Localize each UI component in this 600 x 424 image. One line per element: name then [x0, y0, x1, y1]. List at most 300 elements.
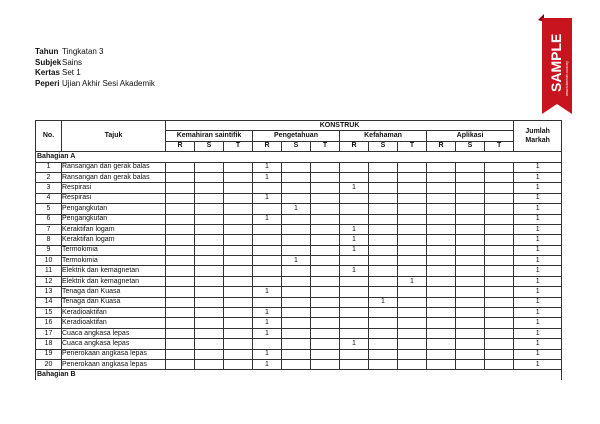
mark-cell [485, 318, 514, 328]
mark-cell [369, 204, 398, 214]
row-tajuk: Elektrik dan kemagnetan [62, 276, 166, 286]
mark-cell [485, 214, 514, 224]
mark-cell [195, 359, 224, 369]
mark-cell [224, 224, 253, 234]
mark-cell: 1 [253, 214, 282, 224]
table-row [36, 308, 562, 318]
row-number: 13 [36, 287, 62, 297]
mark-cell: 1 [282, 256, 311, 266]
mark-cell [456, 276, 485, 286]
mark-cell [485, 297, 514, 307]
mark-cell [456, 224, 485, 234]
row-tajuk: Keradioaktifan [62, 308, 166, 318]
mark-cell [369, 318, 398, 328]
row-number: 16 [36, 318, 62, 328]
row-tajuk: Termokimia [62, 245, 166, 255]
mark-cell [369, 235, 398, 245]
mark-cell [398, 287, 427, 297]
mark-cell [369, 256, 398, 266]
table-row [36, 359, 562, 369]
mark-cell [311, 204, 340, 214]
table-row [36, 193, 562, 203]
mark-cell [282, 214, 311, 224]
mark-cell [282, 359, 311, 369]
row-number: 8 [36, 235, 62, 245]
mark-cell [282, 183, 311, 193]
mark-cell [340, 172, 369, 182]
mark-cell [427, 183, 456, 193]
mark-cell [427, 214, 456, 224]
paper-info [35, 47, 155, 89]
paper-info-value: Ujian Akhir Sesi Akademik [62, 78, 155, 88]
mark-cell [427, 349, 456, 359]
mark-cell [427, 266, 456, 276]
mark-cell [195, 224, 224, 234]
mark-cell [166, 266, 195, 276]
mark-cell [282, 235, 311, 245]
mark-cell [282, 266, 311, 276]
mark-cell [166, 328, 195, 338]
mark-cell: 1 [282, 204, 311, 214]
mark-cell [427, 256, 456, 266]
mark-cell [485, 339, 514, 349]
mark-cell [340, 359, 369, 369]
paper-info-label: Subjek [35, 57, 62, 67]
mark-cell [456, 349, 485, 359]
row-number: 14 [36, 297, 62, 307]
mark-cell [311, 297, 340, 307]
mark-cell [166, 308, 195, 318]
mark-cell [195, 276, 224, 286]
mark-cell [195, 245, 224, 255]
mark-cell [398, 224, 427, 234]
mark-cell [398, 256, 427, 266]
section-title: Bahagian A [36, 152, 562, 162]
mark-cell [166, 172, 195, 182]
mark-cell [282, 162, 311, 172]
mark-cell [456, 235, 485, 245]
mark-cell [427, 287, 456, 297]
mark-cell [340, 308, 369, 318]
table-row [36, 256, 562, 266]
mark-cell [224, 339, 253, 349]
mark-cell [456, 183, 485, 193]
mark-cell [456, 162, 485, 172]
row-tajuk: Penerokaan angkasa lepas [62, 349, 166, 359]
mark-cell [224, 245, 253, 255]
mark-cell [195, 287, 224, 297]
row-jumlah: 1 [514, 287, 562, 297]
section-row [36, 370, 562, 380]
row-jumlah: 1 [514, 276, 562, 286]
row-number: 20 [36, 359, 62, 369]
mark-cell [369, 193, 398, 203]
row-jumlah: 1 [514, 318, 562, 328]
mark-cell [282, 193, 311, 203]
mark-cell [485, 256, 514, 266]
mark-cell [195, 349, 224, 359]
mark-cell [340, 328, 369, 338]
row-tajuk: Keradioaktifan [62, 318, 166, 328]
mark-cell [282, 297, 311, 307]
table-row [36, 183, 562, 193]
mark-cell [253, 339, 282, 349]
row-tajuk: Respirasi [62, 183, 166, 193]
mark-cell [398, 318, 427, 328]
mark-cell [224, 235, 253, 245]
mark-cell [427, 162, 456, 172]
row-number: 7 [36, 224, 62, 234]
mark-cell [282, 328, 311, 338]
mark-cell [282, 276, 311, 286]
mark-cell: 1 [340, 245, 369, 255]
mark-cell [456, 214, 485, 224]
sample-badge-text: SAMPLE [548, 33, 564, 92]
row-jumlah: 1 [514, 183, 562, 193]
group-header: Aplikasi [427, 131, 514, 141]
sub-header: R [427, 141, 456, 151]
sub-header: T [398, 141, 427, 151]
mark-cell [369, 172, 398, 182]
mark-cell [485, 328, 514, 338]
mark-cell [369, 214, 398, 224]
row-number: 3 [36, 183, 62, 193]
sub-header: R [166, 141, 195, 151]
paper-info-label: Peperi [35, 78, 60, 88]
row-number: 18 [36, 339, 62, 349]
sub-header: S [195, 141, 224, 151]
row-tajuk: Pengangkutan [62, 204, 166, 214]
sub-header: T [224, 141, 253, 151]
table-row [36, 235, 562, 245]
header-no: No. [36, 121, 62, 152]
mark-cell [224, 214, 253, 224]
mark-cell: 1 [253, 172, 282, 182]
mark-cell [253, 204, 282, 214]
mark-cell [369, 287, 398, 297]
mark-cell [224, 359, 253, 369]
mark-cell [427, 172, 456, 182]
mark-cell [340, 349, 369, 359]
mark-cell [282, 172, 311, 182]
row-number: 4 [36, 193, 62, 203]
mark-cell [485, 266, 514, 276]
mark-cell [485, 204, 514, 214]
mark-cell [398, 172, 427, 182]
row-number: 19 [36, 349, 62, 359]
row-tajuk: Elektrik dan kemagnetan [62, 266, 166, 276]
mark-cell [166, 162, 195, 172]
mark-cell: 1 [340, 339, 369, 349]
mark-cell [369, 266, 398, 276]
mark-cell [427, 235, 456, 245]
row-number: 2 [36, 172, 62, 182]
paper-info-value: Set 1 [62, 68, 81, 78]
mark-cell [398, 328, 427, 338]
mark-cell [485, 245, 514, 255]
mark-cell [398, 245, 427, 255]
row-number: 10 [36, 256, 62, 266]
mark-cell [166, 349, 195, 359]
mark-cell [224, 308, 253, 318]
mark-cell [340, 214, 369, 224]
mark-cell [427, 193, 456, 203]
mark-cell [195, 172, 224, 182]
mark-cell [253, 245, 282, 255]
row-tajuk: Tenaga dan Kuasa [62, 287, 166, 297]
row-tajuk: Ransangan dan gerak balas [62, 172, 166, 182]
mark-cell [166, 276, 195, 286]
row-jumlah: 1 [514, 339, 562, 349]
row-jumlah: 1 [514, 235, 562, 245]
mark-cell [369, 349, 398, 359]
mark-cell [398, 183, 427, 193]
header-jumlah-line2: Markah [525, 137, 550, 145]
row-tajuk: Pengangkutan [62, 214, 166, 224]
mark-cell [427, 308, 456, 318]
mark-cell [282, 287, 311, 297]
mark-cell [340, 256, 369, 266]
mark-cell: 1 [253, 308, 282, 318]
group-header: Pengetahuan [253, 131, 340, 141]
mark-cell: 1 [340, 266, 369, 276]
mark-cell [282, 318, 311, 328]
mark-cell [369, 308, 398, 318]
mark-cell [398, 214, 427, 224]
mark-cell [224, 172, 253, 182]
mark-cell [195, 328, 224, 338]
mark-cell [166, 287, 195, 297]
mark-cell [224, 297, 253, 307]
mark-cell [456, 245, 485, 255]
row-jumlah: 1 [514, 204, 562, 214]
mark-cell [311, 162, 340, 172]
header-tajuk: Tajuk [62, 121, 166, 152]
mark-cell [369, 276, 398, 286]
table-row [36, 339, 562, 349]
row-jumlah: 1 [514, 214, 562, 224]
mark-cell [456, 256, 485, 266]
mark-cell [224, 266, 253, 276]
mark-cell [485, 162, 514, 172]
mark-cell [282, 308, 311, 318]
mark-cell [311, 214, 340, 224]
mark-cell [311, 266, 340, 276]
mark-cell [195, 256, 224, 266]
row-jumlah: 1 [514, 297, 562, 307]
mark-cell [340, 162, 369, 172]
mark-cell [398, 266, 427, 276]
mark-cell [224, 256, 253, 266]
mark-cell [253, 266, 282, 276]
mark-cell [224, 349, 253, 359]
mark-cell [311, 224, 340, 234]
mark-cell [456, 297, 485, 307]
row-tajuk: Termokimia [62, 256, 166, 266]
row-tajuk: Cuaca angkasa lepas [62, 328, 166, 338]
mark-cell [485, 349, 514, 359]
mark-cell [311, 318, 340, 328]
mark-cell [311, 328, 340, 338]
mark-cell [311, 235, 340, 245]
mark-cell [195, 162, 224, 172]
mark-cell: 1 [253, 328, 282, 338]
mark-cell [427, 339, 456, 349]
mark-cell [166, 245, 195, 255]
row-jumlah: 1 [514, 308, 562, 318]
row-jumlah: 1 [514, 359, 562, 369]
mark-cell [340, 276, 369, 286]
sub-header: R [340, 141, 369, 151]
row-jumlah: 1 [514, 245, 562, 255]
mark-cell [398, 235, 427, 245]
mark-cell [311, 183, 340, 193]
paper-info-value: Tingkatan 3 [62, 47, 104, 56]
mark-cell [166, 256, 195, 266]
row-jumlah: 1 [514, 266, 562, 276]
row-jumlah: 1 [514, 256, 562, 266]
mark-cell [253, 276, 282, 286]
mark-cell [166, 183, 195, 193]
mark-cell [485, 308, 514, 318]
mark-cell [166, 318, 195, 328]
mark-cell [253, 224, 282, 234]
mark-cell: 1 [253, 318, 282, 328]
mark-cell [195, 235, 224, 245]
paper-info-row [35, 47, 155, 58]
mark-cell [224, 204, 253, 214]
sub-header: T [311, 141, 340, 151]
mark-cell [456, 287, 485, 297]
table-row [36, 214, 562, 224]
table-row [36, 162, 562, 172]
mark-cell [456, 328, 485, 338]
row-tajuk: Respirasi [62, 193, 166, 203]
sub-header: S [369, 141, 398, 151]
mark-cell: 1 [253, 193, 282, 203]
row-tajuk: Ransangan dan gerak balas [62, 162, 166, 172]
mark-cell [456, 339, 485, 349]
row-number: 5 [36, 204, 62, 214]
mark-cell [369, 339, 398, 349]
mark-cell [166, 214, 195, 224]
mark-cell [253, 256, 282, 266]
table-row [36, 287, 562, 297]
mark-cell [456, 172, 485, 182]
paper-info-label: Tahun [35, 47, 59, 56]
mark-cell [282, 339, 311, 349]
row-jumlah: 1 [514, 328, 562, 338]
mark-cell [456, 266, 485, 276]
mark-cell [398, 204, 427, 214]
mark-cell [340, 204, 369, 214]
mark-cell [398, 193, 427, 203]
mark-cell: 1 [340, 235, 369, 245]
header-jumlah-line1: Jumlah [525, 128, 550, 136]
mark-cell [427, 204, 456, 214]
mark-cell [427, 297, 456, 307]
row-jumlah: 1 [514, 162, 562, 172]
mark-cell [311, 256, 340, 266]
row-number: 17 [36, 328, 62, 338]
sample-badge-url: www.tckmerah.com.my [565, 61, 569, 96]
mark-cell [195, 193, 224, 203]
mark-cell: 1 [340, 183, 369, 193]
mark-cell [369, 162, 398, 172]
mark-cell [166, 235, 195, 245]
mark-cell [224, 162, 253, 172]
mark-cell [427, 359, 456, 369]
mark-cell [282, 349, 311, 359]
mark-cell [485, 172, 514, 182]
row-number: 12 [36, 276, 62, 286]
mark-cell [195, 297, 224, 307]
table-row [36, 328, 562, 338]
mark-cell [166, 339, 195, 349]
mark-cell [456, 318, 485, 328]
group-header: Kemahiran saintifik [166, 131, 253, 141]
row-number: 15 [36, 308, 62, 318]
table-row [36, 276, 562, 286]
row-tajuk: Cuaca angkasa lepas [62, 339, 166, 349]
mark-cell [427, 328, 456, 338]
mark-cell [340, 318, 369, 328]
mark-cell [485, 193, 514, 203]
mark-cell [224, 328, 253, 338]
mark-cell [311, 287, 340, 297]
mark-cell [166, 297, 195, 307]
mark-cell [427, 224, 456, 234]
mark-cell [369, 328, 398, 338]
sub-header: S [282, 141, 311, 151]
paper-info-value: Sains [62, 57, 83, 67]
mark-cell [224, 183, 253, 193]
mark-cell [485, 287, 514, 297]
mark-cell [340, 297, 369, 307]
mark-cell [166, 204, 195, 214]
mark-cell [311, 349, 340, 359]
sub-header: S [456, 141, 485, 151]
mark-cell [253, 235, 282, 245]
row-jumlah: 1 [514, 172, 562, 182]
mark-cell [369, 224, 398, 234]
table-row [36, 245, 562, 255]
row-tajuk: Tenaga dan Kuasa [62, 297, 166, 307]
header-jumlah-markah [514, 121, 562, 152]
group-header: Kefahaman [340, 131, 427, 141]
mark-cell [398, 297, 427, 307]
row-tajuk: Keraktifan logam [62, 235, 166, 245]
mark-cell [398, 339, 427, 349]
section-title: Bahagian B [36, 370, 562, 380]
row-number: 9 [36, 245, 62, 255]
mark-cell [485, 183, 514, 193]
section-row [36, 152, 562, 162]
paper-info-label: Kertas [35, 68, 60, 78]
mark-cell [485, 359, 514, 369]
mark-cell [311, 245, 340, 255]
table-row [36, 172, 562, 182]
row-number: 1 [36, 162, 62, 172]
mark-cell [311, 172, 340, 182]
mark-cell [311, 339, 340, 349]
mark-cell [369, 359, 398, 369]
header-konstruk: KONSTRUK [166, 121, 514, 131]
mark-cell [456, 308, 485, 318]
table-row [36, 318, 562, 328]
sample-badge [538, 14, 576, 120]
mark-cell [253, 297, 282, 307]
